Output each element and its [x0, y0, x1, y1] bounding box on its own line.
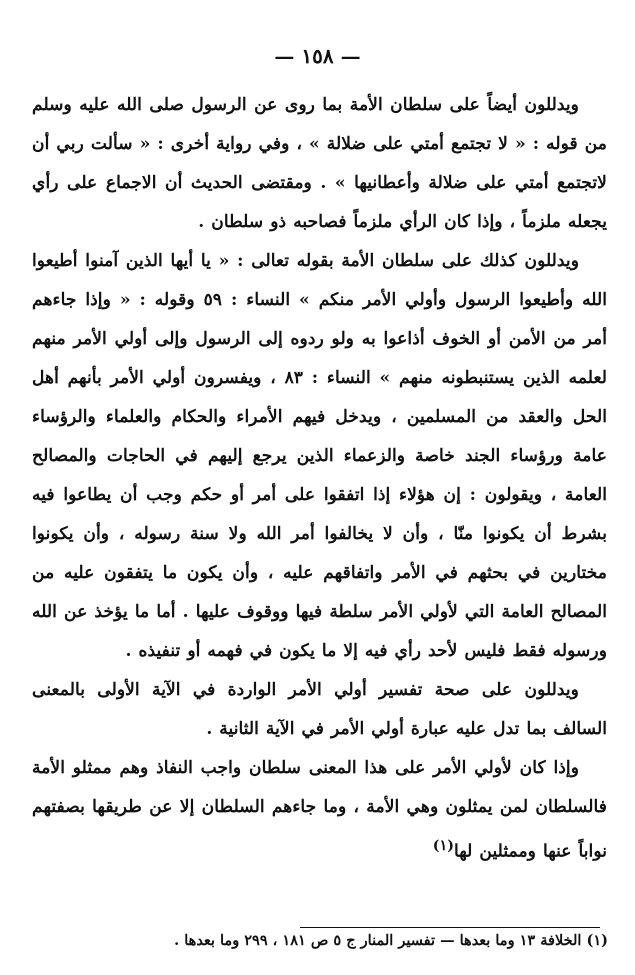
paragraph-1: ويدللون أيضاً على سلطان الأمة بما روى عن الرسول صلى الله عليه وسلم من قوله : « لا تجتمع أمتي على ضلالة » ، وفي رواية أخرى : « سألت ربي أن لاتجتمع أمتي على ضلالة وأعطانيها » . ومقتضى الحديث أن الاجماع على رأي يجعله ملزماً ، وإذا كان الرأي ملزماً فصاحبه ذو سلطان .: [32, 95, 607, 232]
body-text: [32, 86, 607, 872]
footnote: (١) الخلافة ١٣ وما بعدها — تفسير المنار ج ٥ ص ١٨١ ، ٢٩٩ وما بعدها .: [174, 932, 608, 949]
paragraph-4-text: وإذا كان لأولي الأمر على هذا المعنى سلطان واجب النفاذ وهم ممثلو الأمة فالسلطان لمن يمثلون وهي الأمة ، وما جاءهم السلطان إلا عن طريقها بصفتهم نواباً عنها وممثلين لها: [32, 758, 607, 862]
footnote-divider: [300, 927, 600, 928]
paragraph-3: ويدللون على صحة تفسير أولي الأمر الواردة في الآية الأولى بالمعنى السالف بما تدل عليه عبارة أولي الأمر في الآية الثانية .: [32, 680, 607, 739]
footnote-marker: (١): [432, 838, 454, 854]
paragraph-4: [32, 749, 607, 872]
paragraph-2: ويدللون كذلك على سلطان الأمة بقوله تعالى : « يا أيها الذين آمنوا أطيعوا الله وأطيعوا الرسول وأولي الأمر منكم » النساء : ٥٩ وقوله : « وإذا جاءهم أمر من الأمن أو الخوف أذاعوا به ولو ردوه إلى الرسول وإلى أولي الأمر منهم لعلمه الذين يستنبطونه منهم » النساء : ٨٣ ، ويفسرون أولي الأمر بأنهم أهل الحل والعقد من المسلمين ، ويدخل فيهم الأمراء والحكام والعلماء والرؤساء عامة ورؤساء الجند خاصة والزعماء الذين يرجع إليهم في الحاجات والمصالح العامة ، ويقولون : إن هؤلاء إذا اتفقوا على أمر أو حكم وجب أن يطاعوا فيه بشرط أن يكونوا منّا ، وأن لا يخالفوا أمر الله ولا سنة رسوله ، وأن يكونوا مختارين في بحثهم في الأمر واتفاقهم عليه ، وأن يكون ما يتفقون عليه من المصالح العامة التي لأولي الأمر سلطة فيها ووقوف عليها . أما ما يؤخذ عن الله ورسوله فقط فليس لأحد رأي فيه إلا ما يكون في فهمه أو تنفيذه .: [32, 251, 608, 661]
page-number: — ١٥٨ —: [274, 44, 361, 68]
